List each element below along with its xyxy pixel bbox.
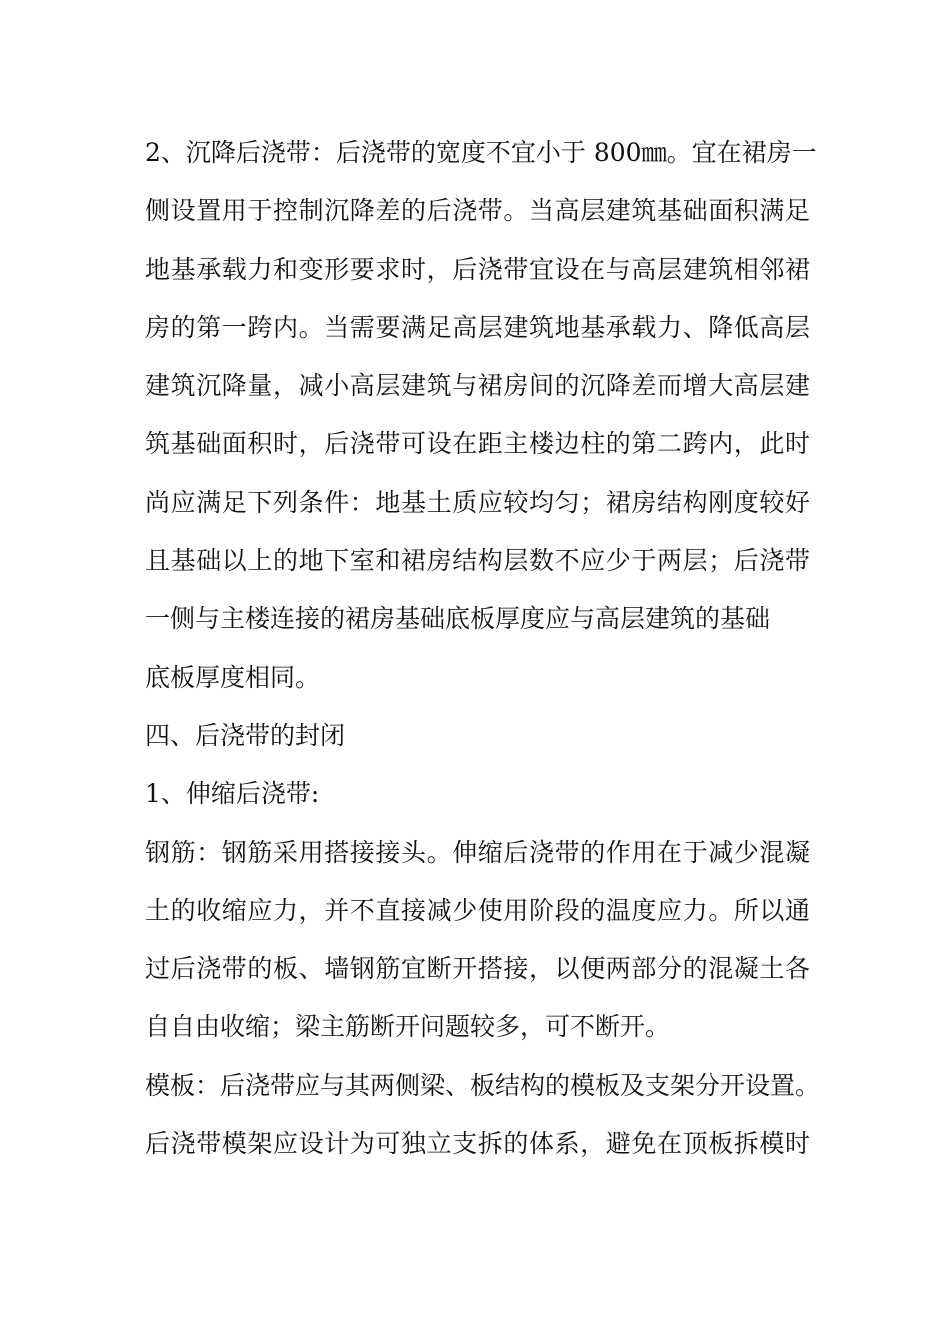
subsection-heading: 1、伸缩后浇带: — [145, 779, 320, 809]
paragraph-line: 钢筋：钢筋采用搭接接头。伸缩后浇带的作用在于减少混凝 — [145, 837, 810, 867]
paragraph-line: 过后浇带的板、墙钢筋宜断开搭接，以便两部分的混凝土各 — [145, 954, 810, 984]
paragraph-line: 筑基础面积时，后浇带可设在距主楼边柱的第二跨内，此时 — [145, 429, 810, 459]
paragraph-line: 且基础以上的地下室和裙房结构层数不应少于两层；后浇带 — [145, 546, 810, 576]
paragraph-line: 侧设置用于控制沉降差的后浇带。当高层建筑基础面积满足 — [145, 196, 810, 226]
body-text — [145, 124, 821, 1173]
paragraph-line: 建筑沉降量，减小高层建筑与裙房间的沉降差而增大高层建 — [145, 371, 810, 401]
paragraph-line: 土的收缩应力，并不直接减少使用阶段的温度应力。所以通 — [145, 895, 810, 925]
paragraph-line: 模板：后浇带应与其两侧梁、板结构的模板及支架分开设置。 — [145, 1070, 821, 1100]
paragraph-line: 自自由收缩；梁主筋断开问题较多，可不断开。 — [145, 1012, 671, 1042]
paragraph-line: 一侧与主楼连接的裙房基础底板厚度应与高层建筑的基础 — [145, 604, 771, 634]
section-heading: 四、后浇带的封闭 — [145, 720, 346, 750]
paragraph-line: 2、沉降后浇带：后浇带的宽度不宜小于 800㎜。宜在裙房一 — [145, 138, 817, 167]
paragraph-line: 后浇带模架应设计为可独立支拆的体系，避免在顶板拆模时 — [145, 1129, 810, 1159]
paragraph-line: 底板厚度相同。 — [145, 662, 321, 692]
paragraph-line: 房的第一跨内。当需要满足高层建筑地基承载力、降低高层 — [145, 312, 810, 342]
paragraph-line: 尚应满足下列条件：地基土质应较均匀；裙房结构刚度较好 — [145, 487, 810, 517]
paragraph-line: 地基承载力和变形要求时，后浇带宜设在与高层建筑相邻裙 — [145, 254, 810, 284]
